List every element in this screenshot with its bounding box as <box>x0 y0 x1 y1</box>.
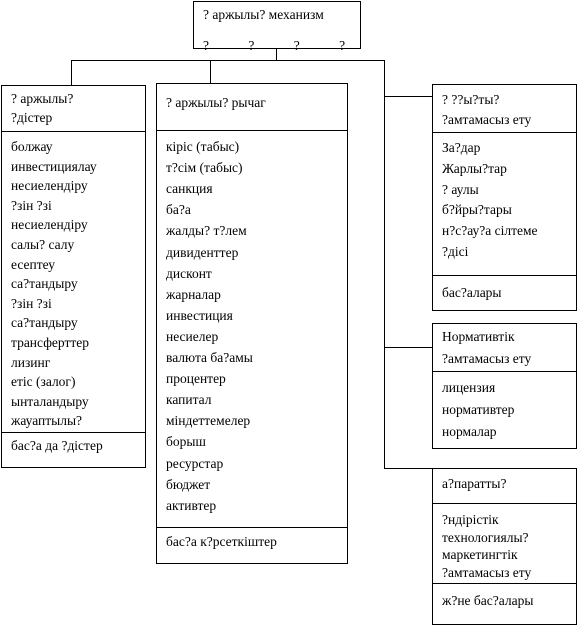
list-item: кіріс (табыс) <box>166 139 240 154</box>
list-item: лицензия <box>442 380 496 395</box>
list-item: несиелендіру <box>11 178 88 194</box>
list-item: са?тандыру <box>11 276 78 292</box>
list-item: несиелендіру <box>11 217 88 233</box>
list-item: міндеттемелер <box>166 413 251 429</box>
list-item: жарналар <box>166 286 221 302</box>
normative-title-line1: Нормативтік <box>442 329 515 344</box>
list-item: б?йры?тары <box>442 202 512 218</box>
list-item: нормалар <box>442 424 497 439</box>
list-item: За?дар <box>442 140 481 155</box>
list-item: капитал <box>166 392 212 408</box>
list-item: валюта ба?амы <box>166 350 253 365</box>
info-title: а?паратты? <box>442 476 507 491</box>
methods-box <box>1 85 146 468</box>
methods-title-line1: ? аржылы? <box>11 91 74 106</box>
list-item: Жарлы?тар <box>442 160 507 176</box>
list-item: жауаптылы? <box>11 413 83 429</box>
list-item: технологиялы? <box>442 529 529 545</box>
levers-footer: бас?а к?рсеткіштер <box>166 534 277 549</box>
list-item: болжау <box>11 139 53 154</box>
root-cut-text: ? ? ? ? <box>203 38 364 53</box>
list-item: бюджет <box>166 476 211 492</box>
list-item: несиелер <box>166 328 219 344</box>
list-item: ?амтамасыз ету <box>442 564 532 580</box>
root-box <box>193 1 364 53</box>
methods-footer-separator <box>2 432 145 433</box>
list-item: ? аулы <box>442 181 479 197</box>
list-item: инвестиция <box>166 307 233 323</box>
legal-footer: бас?алары <box>442 285 502 300</box>
levers-item-clip <box>157 131 347 526</box>
connector-right-trunk <box>384 60 385 469</box>
list-item: са?тандыру <box>11 315 78 331</box>
list-item: ?дісі <box>442 244 469 259</box>
list-item: ?ндірістік <box>442 512 499 527</box>
list-item: лизинг <box>11 354 51 370</box>
list-item: н?с?ау?а сілтеме <box>442 223 538 239</box>
methods-footer: бас?а да ?дістер <box>11 438 103 453</box>
list-item: процентер <box>166 371 226 387</box>
legal-title-line1: ? ??ы?ты? <box>442 92 500 107</box>
root-title: ? аржылы? механизм <box>203 7 324 22</box>
root-cut-text-clip <box>203 38 364 53</box>
normative-box <box>432 323 577 449</box>
legal-footer-separator <box>433 275 576 276</box>
list-item: трансферттер <box>11 335 90 350</box>
connector-to-levers <box>210 60 211 83</box>
list-item: активтер <box>166 497 217 513</box>
list-item: маркетингтік <box>442 547 518 562</box>
levers-box <box>156 83 348 564</box>
list-item: борыш <box>166 434 206 450</box>
list-item: салы? салу <box>11 237 75 252</box>
list-item: ?зін ?зі <box>11 295 52 311</box>
legal-title-separator <box>433 132 576 133</box>
methods-title-separator <box>2 131 145 132</box>
info-footer-separator <box>433 583 576 584</box>
connector-to-legal <box>384 96 432 97</box>
levers-title: ? аржылы? рычаг <box>166 95 266 110</box>
list-item: жалды? т?лем <box>166 223 247 239</box>
list-item: ресурстар <box>166 455 224 471</box>
list-item: дисконт <box>166 265 212 281</box>
connector-horizontal-bus <box>71 60 384 61</box>
list-item: нормативтер <box>442 402 515 417</box>
list-item: есептеу <box>11 256 56 272</box>
connector-to-info <box>384 468 432 469</box>
list-item: ынталандыру <box>11 393 89 409</box>
normative-title-line2: ?амтамасыз ету <box>442 351 532 366</box>
list-item: етіс (залог) <box>11 374 76 390</box>
methods-title-line2: ?дістер <box>11 110 53 125</box>
list-item: ба?а <box>166 202 191 218</box>
list-item: дивиденттер <box>166 244 239 260</box>
list-item: санкция <box>166 181 213 197</box>
legal-box <box>432 84 577 311</box>
legal-title-line2: ?амтамасыз ету <box>442 112 532 127</box>
levers-footer-separator <box>157 527 347 528</box>
info-box <box>432 468 577 625</box>
list-item: ?зін ?зі <box>11 197 52 213</box>
connector-to-methods <box>71 60 72 85</box>
info-title-separator <box>433 503 576 504</box>
info-footer: ж?не бас?алары <box>442 593 534 608</box>
connector-to-normative <box>384 347 432 348</box>
list-item: т?сім (табыс) <box>166 160 243 176</box>
list-item: инвестициялау <box>11 158 97 174</box>
normative-title-separator <box>433 371 576 372</box>
